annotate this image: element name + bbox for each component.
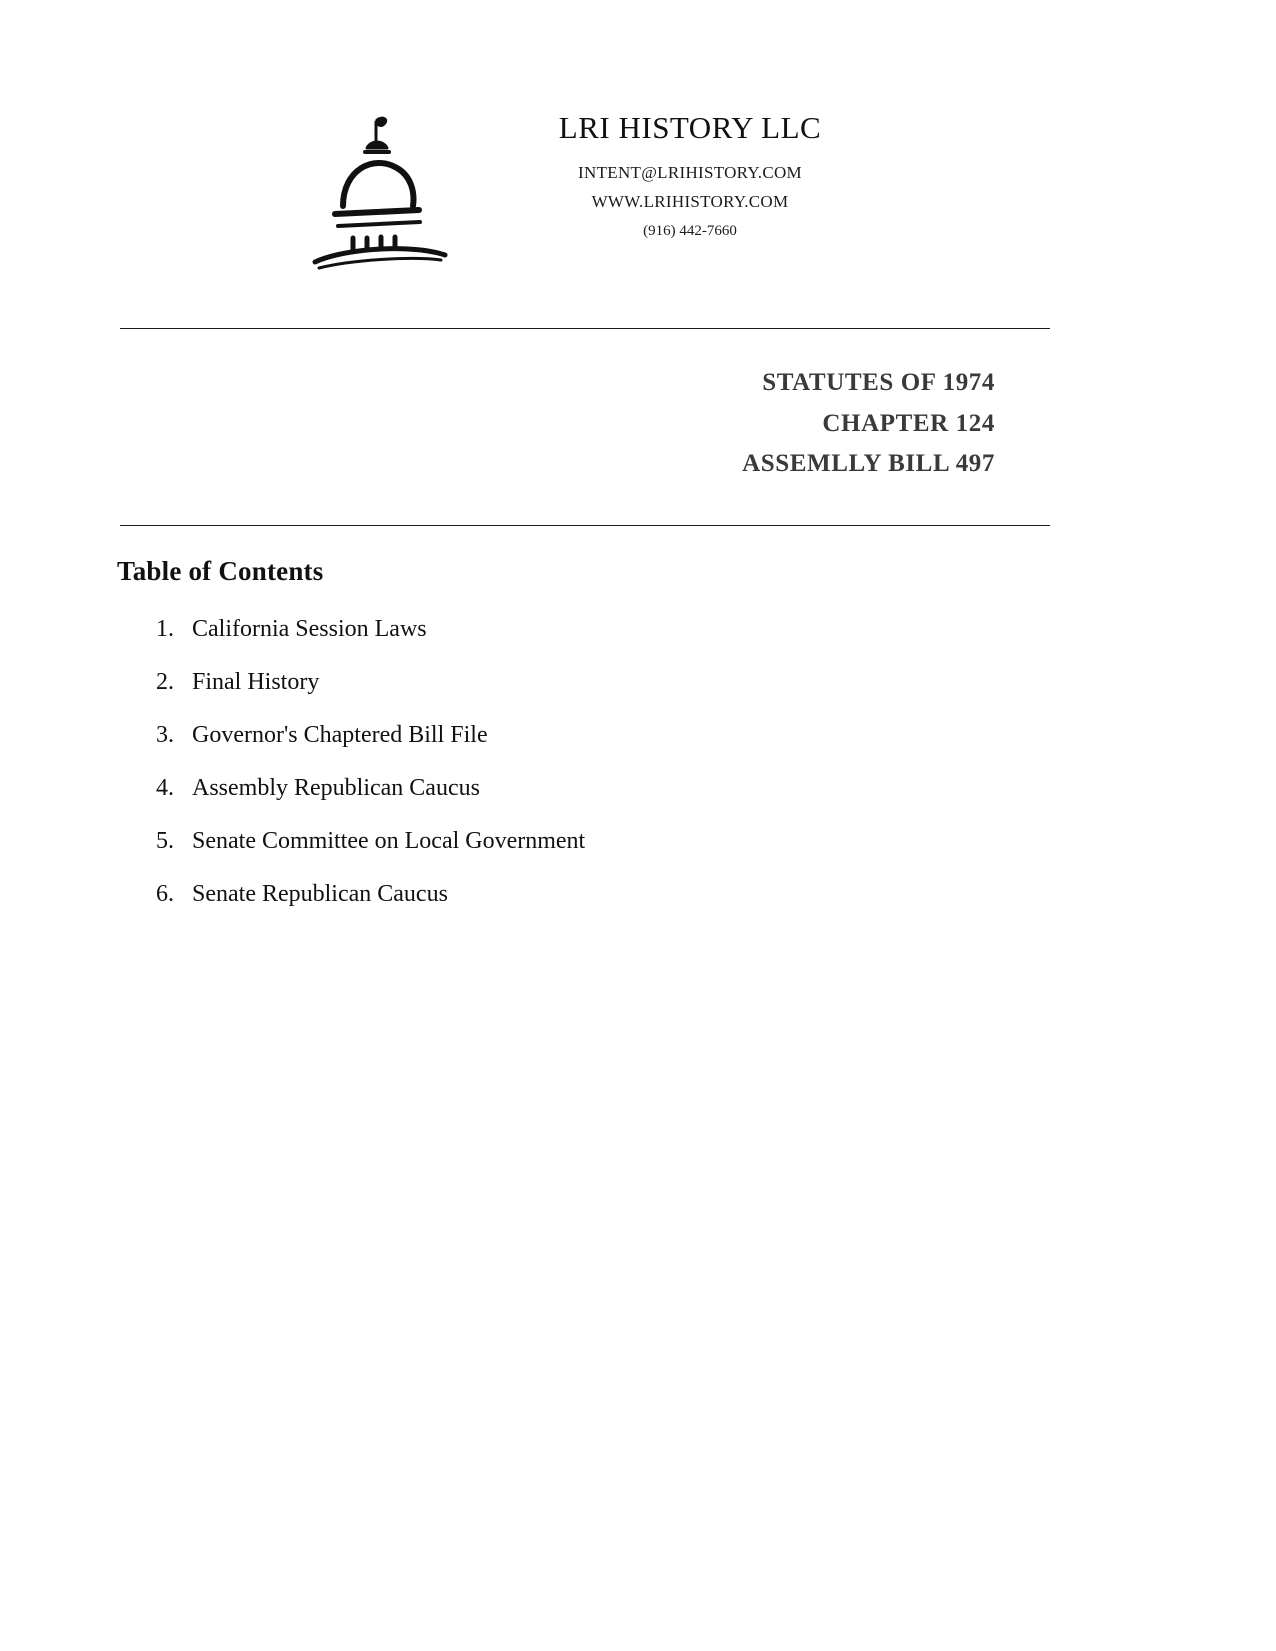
letterhead — [0, 110, 1276, 275]
toc-item-label: Governor's Chaptered Bill File — [192, 722, 488, 748]
organization-name: LRI HISTORY LLC — [558, 110, 822, 145]
toc-item[interactable] — [180, 826, 1080, 856]
header-divider-bottom — [120, 525, 1050, 526]
table-of-contents-list — [140, 614, 1080, 932]
header-divider-top — [120, 328, 1050, 329]
toc-item[interactable] — [180, 614, 1080, 644]
toc-item[interactable] — [180, 773, 1080, 803]
organization-website: WWW.LRIHISTORY.COM — [591, 192, 789, 212]
logo-container — [290, 110, 470, 275]
title-statutes-year: STATUTES OF 1974 — [762, 369, 995, 396]
toc-item-label: Final History — [192, 669, 320, 695]
toc-item-label: Senate Republican Caucus — [192, 881, 448, 907]
title-chapter: CHAPTER 124 — [822, 409, 995, 437]
toc-item[interactable] — [180, 879, 1080, 909]
organization-info — [490, 110, 890, 246]
toc-item[interactable] — [180, 720, 1080, 750]
organization-email: INTENT@LRIHISTORY.COM — [578, 162, 802, 182]
title-bill: ASSEMLLY BILL 497 — [742, 450, 995, 477]
organization-phone: (916) 442-7660 — [643, 223, 737, 240]
toc-item[interactable] — [180, 667, 1080, 697]
toc-item-label: Assembly Republican Caucus — [192, 775, 480, 801]
toc-item-label: California Session Laws — [192, 616, 427, 642]
table-of-contents-heading: Table of Contents — [117, 556, 324, 586]
toc-item-label: Senate Committee on Local Government — [192, 828, 586, 854]
capitol-dome-logo-icon — [305, 110, 455, 275]
document-title-block — [120, 363, 995, 485]
